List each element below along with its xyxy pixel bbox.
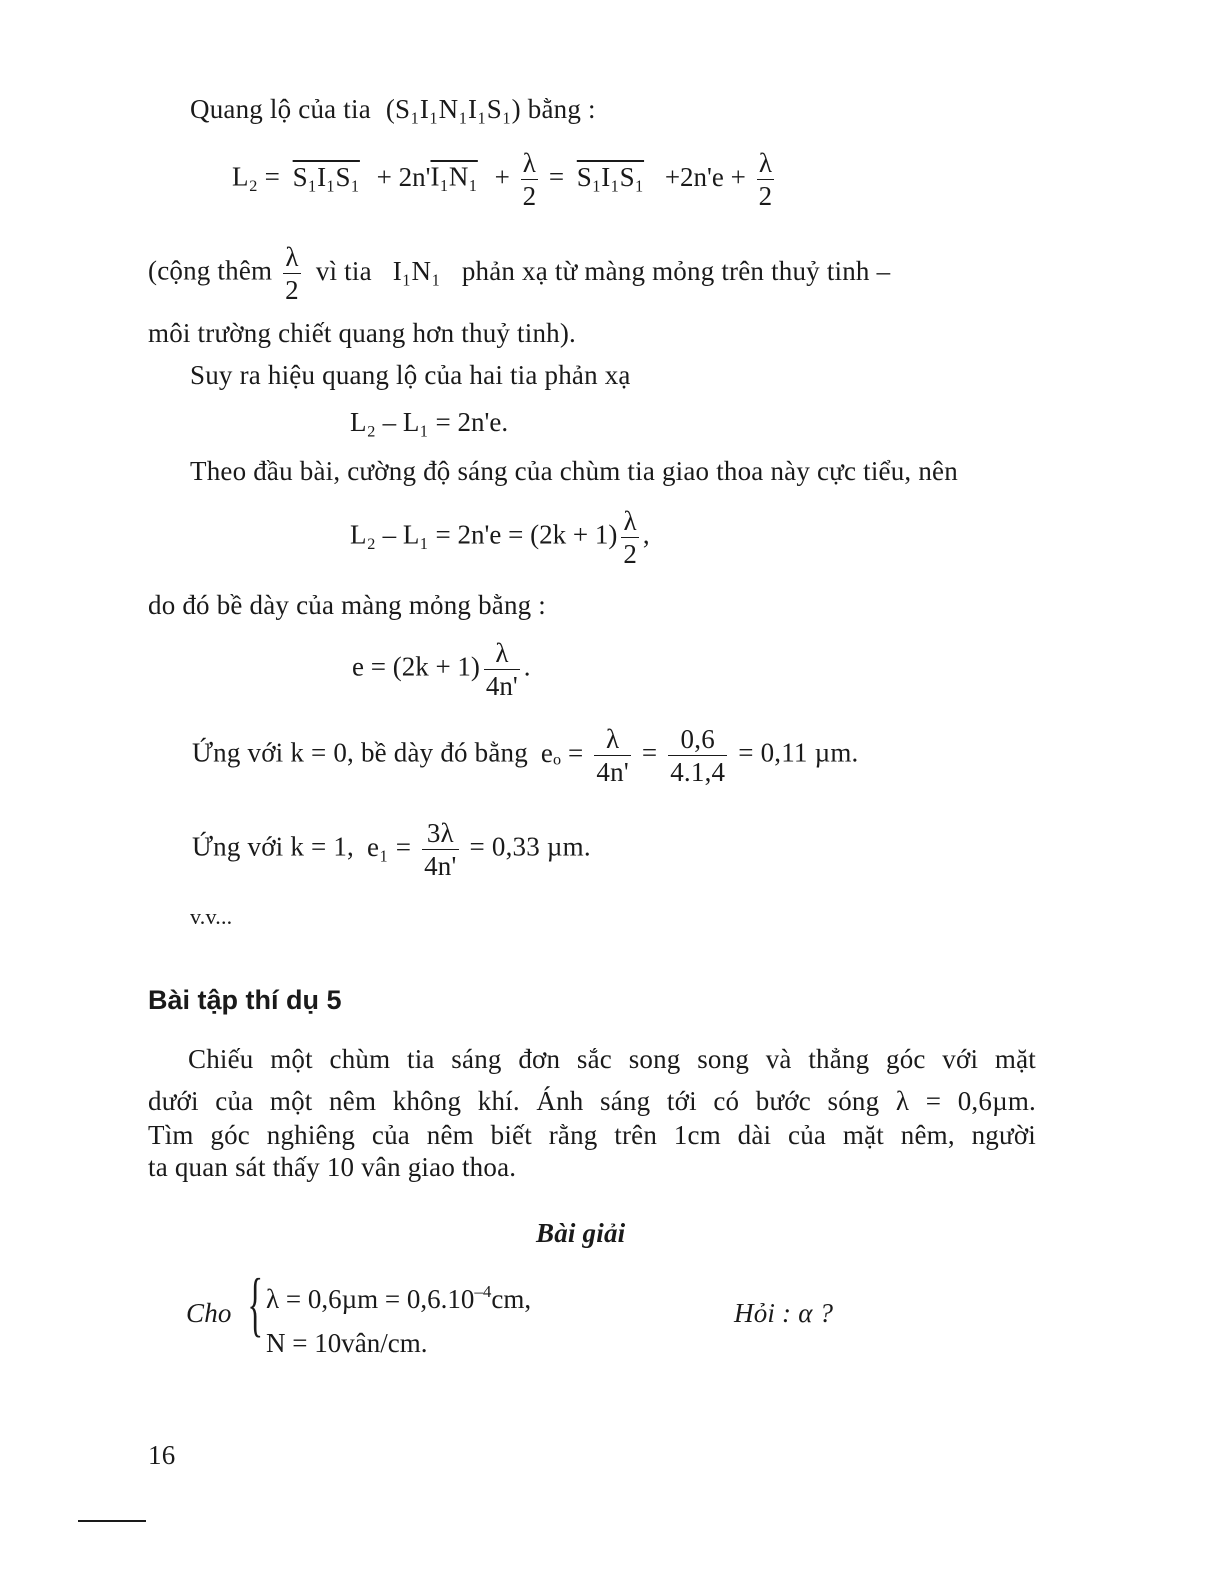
problem-line-2: dưới của một nêm không khí. Ánh sáng tới có bước sóng λ = 0,6µm. (148, 1086, 1036, 1116)
fraction-lambda-half: $\frac{\lambda}{2}$ (522, 148, 537, 211)
fraction-lambda-half-4: $\frac{\lambda}{2}$ (623, 506, 637, 569)
case-k1: Ứng với k = 1, e₁ = $\frac{3\lambda}{4n'}$ = 0,33 µm. (192, 818, 591, 881)
note-line-1: (cộng thêm $\frac{\lambda}{2}$ vì tia I₁N₁ phản xạ từ màng mỏng trên thuỷ tinh – (148, 242, 891, 305)
fraction-numeric: $\frac{0,6}{4.1,4}$ (670, 724, 726, 787)
footer-rule (78, 1520, 146, 1522)
problem-line-3: Tìm góc nghiêng của nêm biết rằng trên 1cm dài của mặt nêm, người (148, 1120, 1036, 1150)
equation-minimum-condition: L₂ – L₁ = 2n'e = (2k + 1) $\frac{\lambda}{2}$ , (350, 506, 650, 569)
page-number: 16 (148, 1440, 176, 1470)
equation-optical-path-l2: L₂ = S₁I₁S₁ + 2n'I₁N₁ + $\frac{\lambda}{2}$ = S₁I₁S₁ +2n'e + $\frac{\lambda}{2}$ (232, 148, 773, 211)
given-wavelength: $\lambda = 0,6\mu m = 0,6.10^{-4}cm$, (266, 1282, 532, 1314)
given-label: Cho (186, 1298, 232, 1328)
solution-title: Bài giải (536, 1218, 626, 1248)
problem-line-4: ta quan sát thấy 10 vân giao thoa. (148, 1152, 517, 1182)
paragraph-suy-ra: Suy ra hiệu quang lộ của hai tia phản xạ (190, 360, 631, 390)
fraction-3lambda-4n: $\frac{3\lambda}{4n'}$ (424, 818, 457, 881)
case-k0: Ứng với k = 0, bề dày đó bằng eₒ = $\frac{\lambda}{4n'}$ = $\frac{0,6}{4.1,4}$ = 0,11 µm. (192, 724, 859, 787)
paragraph-do-do: do đó bề dày của màng mỏng bằng : (148, 590, 547, 620)
ask-alpha: Hỏi : α ? (734, 1298, 834, 1328)
intro-line: Quang lộ của tia (S₁I₁N₁I₁S₁) bằng : (190, 94, 596, 124)
equation-path-difference: L₂ – L₁ = 2n'e. (350, 407, 509, 437)
note-line-2: môi trường chiết quang hơn thuỷ tinh). (148, 318, 576, 348)
equation-thickness: e = (2k + 1) $\frac{\lambda}{4n'}$ . (352, 638, 531, 701)
fraction-lambda-half-2: $\frac{\lambda}{2}$ (758, 148, 773, 211)
etc: v.v... (190, 904, 233, 929)
fraction-lambda-4n-2: $\frac{\lambda}{4n'}$ (596, 724, 629, 787)
paragraph-theo-dau-bai: Theo đầu bài, cường độ sáng của chùm tia giao thoa này cực tiểu, nên (190, 456, 958, 486)
left-brace: { (247, 1264, 264, 1344)
given-fringe-density: N = 10vân/cm. (266, 1328, 428, 1358)
fraction-lambda-half-3: $\frac{\lambda}{2}$ (285, 242, 299, 305)
ray-path: (S₁I₁N₁I₁S₁) bằng : (385, 94, 596, 124)
problem-line-1: Chiếu một chùm tia sáng đơn sắc song song và thẳng góc với mặt (188, 1044, 1036, 1074)
fraction-lambda-4n: $\frac{\lambda}{4n'}$ (485, 638, 518, 701)
section-title: Bài tập thí dụ 5 (148, 985, 342, 1015)
